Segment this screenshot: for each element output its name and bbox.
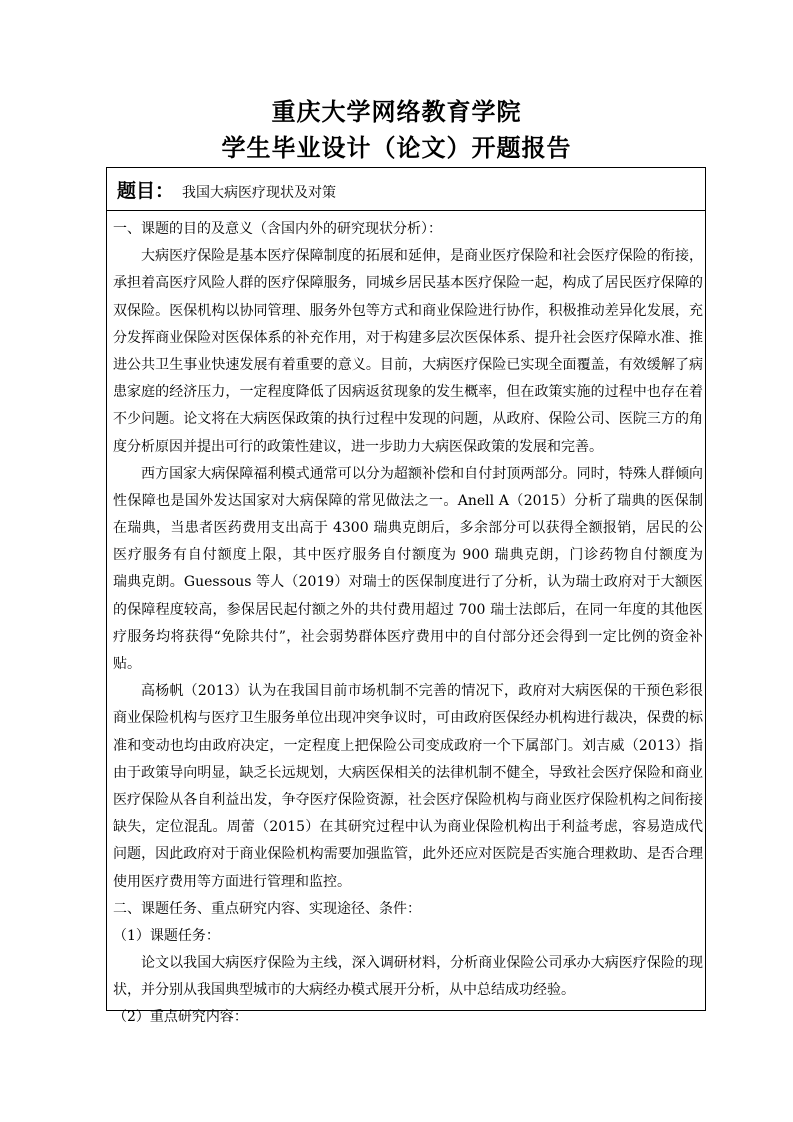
body-line: 问题，因此政府对于商业保险机构需要加强监管，此外还应对医院是否实施合理救助、是否合理 [113, 846, 703, 863]
body-line: 准和变动也均由政府决定，一定程度上把保险公司变成政府一个下属部门。刘吉威（2013）指 [113, 737, 703, 754]
subsection-heading: （1）课题任务： [113, 927, 220, 944]
subject-value: 我国大病医疗现状及对策 [182, 185, 336, 201]
body-line: 论文以我国大病医疗保险为主线，深入调研材料，分析商业保险公司承办大病医疗保险的现 [141, 955, 703, 972]
body-line: 商业保险机构与医疗卫生服务单位出现冲突争议时，可由政府医保经办机构进行裁决，保费的标 [113, 710, 703, 727]
body-line: 的保障程度较高，参保居民起付额之外的共付费用超过 700 瑞士法郎后，在同一年度的其他医 [113, 601, 703, 618]
body-line: 缺失，定位混乱。周蕾（2015）在其研究过程中认为商业保险机构出于利益考虑，容易造成代 [113, 819, 703, 836]
body-line: 高杨帆（2013）认为在我国目前市场机制不完善的情况下，政府对大病医保的干预色彩很 [141, 683, 703, 700]
body-line: 由于政策导向明显，缺乏长远规划，大病医保相关的法律机制不健全，导致社会医疗保险和商业 [113, 764, 703, 781]
section-heading: 二、课题任务、重点研究内容、实现途径、条件： [113, 900, 421, 917]
body-line: 承担着高医疗风险人群的医疗保障服务，同城乡居民基本医疗保险一起，构成了居民医疗保障的 [113, 275, 703, 292]
body-line: 瑞典克朗。Guessous 等人（2019）对瑞士的医保制度进行了分析，认为瑞士政府对于大额医 [113, 574, 703, 591]
body-line: 医疗服务有自付额度上限，其中医疗服务自付额度为 900 瑞典克朗，门诊药物自付额度为 [113, 547, 703, 564]
body-line: 进公共卫生事业快速发展有着重要的意义。目前，大病医疗保险已实现全面覆盖，有效缓解了病 [113, 356, 703, 373]
subsection-heading: （2）重点研究内容： [113, 1009, 248, 1026]
body-line: 状，并分别从我国典型城市的大病经办模式展开分析，从中总结成功经验。 [113, 982, 575, 999]
body-line: 在瑞典，当患者医药费用支出高于 4300 瑞典克朗后，多余部分可以获得全额报销，居民的公 [113, 520, 703, 537]
body-line: 分发挥商业保险对医保体系的补充作用，对于构建多层次医保体系、提升社会医疗保障水准、推 [113, 329, 703, 346]
document-title: 学生毕业设计（论文）开题报告 [221, 133, 572, 162]
body-line: 不少问题。论文将在大病医保政策的执行过程中发现的问题，从政府、保险公司、医院三方的角 [113, 411, 703, 428]
body-line: 性保障也是国外发达国家对大病保障的常见做法之一。Anell A（2015）分析了瑞典的医保制 [113, 492, 703, 509]
report-table [106, 167, 706, 1026]
school-title: 重庆大学网络教育学院 [271, 97, 522, 126]
body-line: 贴。 [113, 656, 141, 672]
section-heading: 一、课题的目的及意义（含国内外的研究现状分析）： [113, 221, 442, 237]
body-content [113, 216, 703, 1032]
subject-label: 题目： [117, 180, 175, 202]
subject-row [107, 168, 705, 211]
body-line: 双保险。医保机构以协同管理、服务外包等方式和商业保险进行协作，积极推动差异化发展，充 [113, 302, 703, 319]
body-line: 西方国家大病保障福利模式通常可以分为超额补偿和自付封顶两部分。同时，特殊人群倾向 [141, 465, 703, 482]
body-line: 疗服务均将获得“免除共付”，社会弱势群体医疗费用中的自付部分还会得到一定比例的资金补 [113, 628, 703, 645]
body-line: 医疗保险从各自利益出发，争夺医疗保险资源，社会医疗保险机构与商业医疗保险机构之间衔接 [113, 791, 703, 808]
body-line: 使用医疗费用等方面进行管理和监控。 [113, 873, 351, 890]
body-line: 大病医疗保险是基本医疗保障制度的拓展和延伸，是商业医疗保险和社会医疗保险的衔接， [141, 248, 703, 265]
body-line: 度分析原因并提出可行的政策性建议，进一步助力大病医保政策的发展和完善。 [113, 438, 603, 455]
body-line: 患家庭的经济压力，一定程度降低了因病返贫现象的发生概率，但在政策实施的过程中也存在着 [113, 384, 703, 401]
